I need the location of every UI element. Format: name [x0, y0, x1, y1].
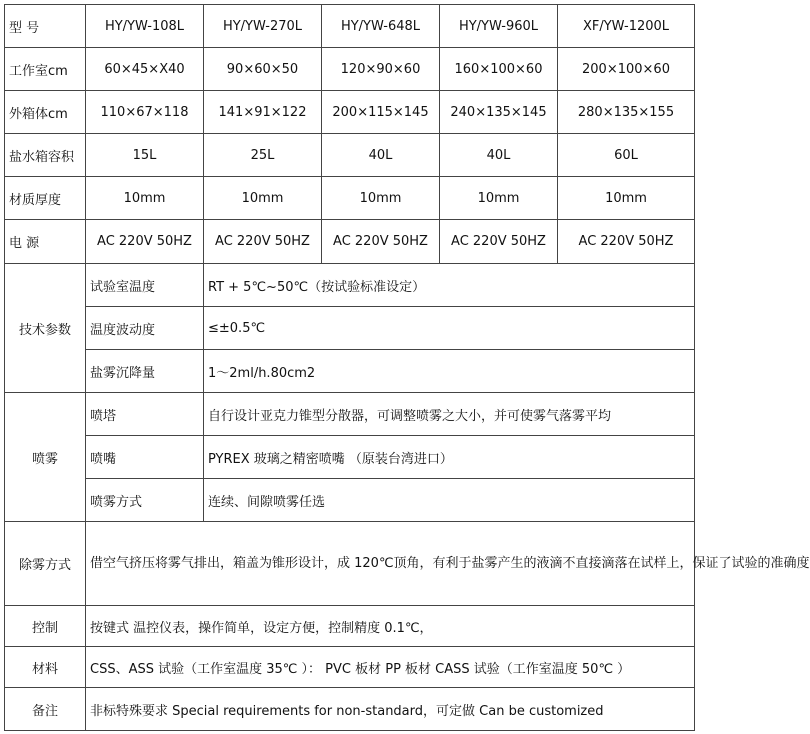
spec-value: 25L: [204, 134, 322, 177]
row-label: 喷嘴: [86, 436, 204, 479]
row-value: 借空气挤压将雾气排出，箱盖为锥形设计，成 120℃顶角，有利于盐雾产生的液滴不直接滴落在试样上，保证了试验的准确度: [86, 522, 695, 606]
row-label: 盐雾沉降量: [86, 350, 204, 393]
model-name: HY/YW-270L: [204, 5, 322, 48]
spec-value: AC 220V 50HZ: [204, 220, 322, 264]
row-label: 材质厚度: [5, 177, 86, 220]
spec-value: 141×91×122: [204, 91, 322, 134]
spec-value: 60×45×X40: [86, 48, 204, 91]
spec-value: 40L: [440, 134, 558, 177]
spec-value: 160×100×60: [440, 48, 558, 91]
spec-value: 10mm: [558, 177, 695, 220]
control-row: [5, 606, 695, 647]
row-label: 控制: [5, 606, 86, 647]
row-value: 连续、间隙喷雾任选: [204, 479, 695, 522]
model-name: XF/YW-1200L: [558, 5, 695, 48]
row-value: PYREX 玻璃之精密喷嘴 （原装台湾进口）: [204, 436, 695, 479]
row-label: 材料: [5, 647, 86, 688]
group-label-spray: 喷雾: [5, 393, 86, 522]
row-label: 喷塔: [86, 393, 204, 436]
spec-value: AC 220V 50HZ: [322, 220, 440, 264]
row-label: 工作室cm: [5, 48, 86, 91]
spray-row: [5, 436, 695, 479]
row-label: 电 源: [5, 220, 86, 264]
spec-value: 10mm: [440, 177, 558, 220]
row-label: 试验室温度: [86, 264, 204, 307]
remark-row: [5, 688, 695, 731]
row-label: 温度波动度: [86, 307, 204, 350]
header-row: [5, 5, 695, 48]
spec-value: 200×100×60: [558, 48, 695, 91]
row-label: 喷雾方式: [86, 479, 204, 522]
spec-row-tank: [5, 134, 695, 177]
row-label: 备注: [5, 688, 86, 731]
row-value: 非标特殊要求 Special requirements for non-standard，可定做 Can be customized: [86, 688, 695, 731]
row-value: CSS、ASS 试验（工作室温度 35℃ ）： PVC 板材 PP 板材 CASS 试验（工作室温度 50℃ ）: [86, 647, 695, 688]
spec-value: 280×135×155: [558, 91, 695, 134]
row-value: ≤±0.5℃: [204, 307, 695, 350]
spec-row-thickness: [5, 177, 695, 220]
spec-row-chamber: [5, 48, 695, 91]
spec-value: AC 220V 50HZ: [86, 220, 204, 264]
spec-value: 10mm: [322, 177, 440, 220]
tech-row: [5, 264, 695, 307]
spray-row: [5, 479, 695, 522]
tech-row: [5, 307, 695, 350]
spec-value: 240×135×145: [440, 91, 558, 134]
spec-value: 110×67×118: [86, 91, 204, 134]
tech-row: [5, 350, 695, 393]
spec-value: AC 220V 50HZ: [440, 220, 558, 264]
spec-value: 10mm: [86, 177, 204, 220]
row-value: 自行设计亚克力锥型分散器，可调整喷雾之大小，并可使雾气落雾平均: [204, 393, 695, 436]
model-name: HY/YW-108L: [86, 5, 204, 48]
spec-row-outer: [5, 91, 695, 134]
material-row: [5, 647, 695, 688]
row-label: 除雾方式: [5, 522, 86, 606]
spec-value: 15L: [86, 134, 204, 177]
model-name: HY/YW-960L: [440, 5, 558, 48]
model-label: 型 号: [5, 5, 86, 48]
row-value: 1～2ml/h.80cm2: [204, 350, 695, 393]
spec-row-power: [5, 220, 695, 264]
row-value: 按键式 温控仪表，操作简单，设定方便，控制精度 0.1℃，: [86, 606, 695, 647]
row-label: 外箱体cm: [5, 91, 86, 134]
group-label-tech: 技术参数: [5, 264, 86, 393]
spray-row: [5, 393, 695, 436]
row-label: 盐水箱容积: [5, 134, 86, 177]
defog-row: [5, 522, 695, 606]
spec-value: 200×115×145: [322, 91, 440, 134]
spec-value: 10mm: [204, 177, 322, 220]
row-value: RT + 5℃~50℃（按试验标准设定）: [204, 264, 695, 307]
spec-value: 90×60×50: [204, 48, 322, 91]
spec-value: 60L: [558, 134, 695, 177]
spec-value: 40L: [322, 134, 440, 177]
model-name: HY/YW-648L: [322, 5, 440, 48]
spec-table: [4, 4, 810, 731]
spec-value: 120×90×60: [322, 48, 440, 91]
spec-value: AC 220V 50HZ: [558, 220, 695, 264]
